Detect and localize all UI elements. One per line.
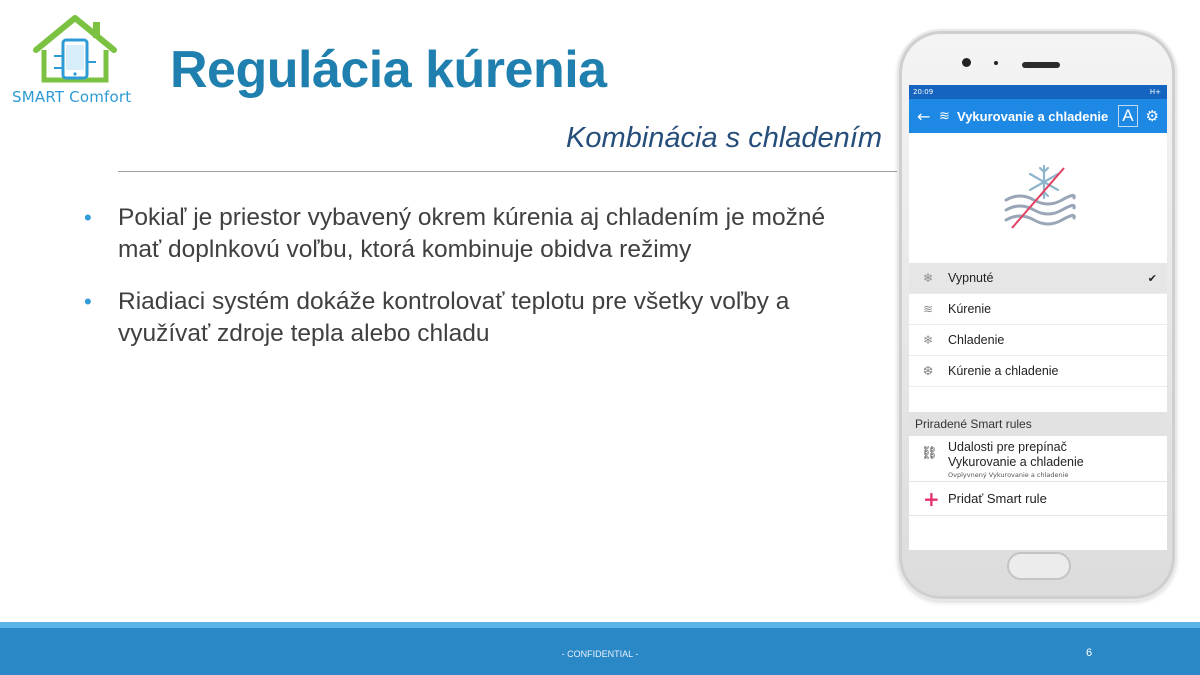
add-smart-rule-button[interactable] <box>909 482 1167 516</box>
off-mode-icon: ❄ <box>923 271 934 285</box>
slide-title: Regulácia kúrenia <box>170 41 607 99</box>
confidential-label: - CONFIDENTIAL - <box>561 649 639 659</box>
front-camera-icon <box>962 58 971 67</box>
add-rule-label: Pridať Smart rule <box>948 491 1047 506</box>
spacer <box>909 387 1167 412</box>
auto-mode-button[interactable]: A <box>1118 105 1137 127</box>
bullet-text: Pokiaľ je priestor vybavený okrem kúrenia aj chladením je možné mať doplnkovú voľbu, ktorá kombinuje obidva režimy <box>118 204 826 263</box>
option-vypnute[interactable] <box>909 263 1167 294</box>
home-button[interactable] <box>1007 552 1071 580</box>
slide-subtitle: Kombinácia s chladením <box>566 122 882 154</box>
section-header-smart-rules: Priradené Smart rules <box>909 412 1167 436</box>
heat-cool-icon: ≋ <box>939 108 950 124</box>
bullet-dot-icon: • <box>84 289 92 314</box>
snowflake-waves-off-icon <box>998 158 1078 238</box>
option-kurenie[interactable] <box>909 294 1167 325</box>
option-label: Chladenie <box>948 333 1005 347</box>
snowflake-icon: ❄ <box>923 333 934 347</box>
rule-events-icon: ⛓ <box>921 446 938 461</box>
page-number: 6 <box>1086 647 1093 659</box>
bullet-dot-icon: • <box>84 205 92 230</box>
app-bar <box>909 99 1167 133</box>
option-label: Kúrenie <box>948 302 992 316</box>
house-phone-logo-icon <box>30 12 120 86</box>
gear-icon[interactable]: ⚙ <box>1145 107 1159 125</box>
smart-rule-item[interactable] <box>909 436 1167 482</box>
rule-subtitle: Ovplyvnený Vykurovanie a chladenie <box>948 471 1069 479</box>
title-divider <box>118 171 903 172</box>
logo-text: SMART Comfort <box>12 88 132 106</box>
sensor-dot-icon <box>994 61 998 65</box>
option-label: Vypnuté <box>948 271 994 285</box>
status-bar <box>909 85 1167 99</box>
earpiece-speaker <box>1022 62 1060 68</box>
option-chladenie[interactable] <box>909 325 1167 356</box>
bullet-list <box>84 202 864 370</box>
rule-title-line2: Vykurovanie a chladenie <box>948 455 1084 469</box>
bullet-item <box>84 286 864 350</box>
option-kurenie-a-chladenie[interactable] <box>909 356 1167 387</box>
checkmark-icon: ✔ <box>1147 272 1157 285</box>
bullet-text: Riadiaci systém dokáže kontrolovať teplotu pre všetky voľby a využívať zdroje tepla alebo chladu <box>118 288 790 347</box>
screen-empty-area <box>909 516 1167 550</box>
rule-text <box>948 440 1084 481</box>
phone-mockup <box>899 31 1175 599</box>
footer-bar <box>0 628 1200 675</box>
bullet-item <box>84 202 864 266</box>
status-time: 20:09 <box>913 88 934 96</box>
heat-cool-icon: ❆ <box>923 364 934 378</box>
back-arrow-icon[interactable]: ← <box>917 106 931 126</box>
smart-comfort-logo <box>8 12 148 108</box>
status-network: H+ <box>1149 88 1161 96</box>
phone-screen <box>909 85 1167 550</box>
mode-illustration <box>909 133 1167 263</box>
app-title: Vykurovanie a chladenie <box>957 108 1109 124</box>
rule-title-line1: Udalosti pre prepínač <box>948 440 1067 454</box>
option-label: Kúrenie a chladenie <box>948 364 1059 378</box>
plus-icon: + <box>923 486 940 511</box>
heat-waves-icon: ≋ <box>923 302 934 316</box>
